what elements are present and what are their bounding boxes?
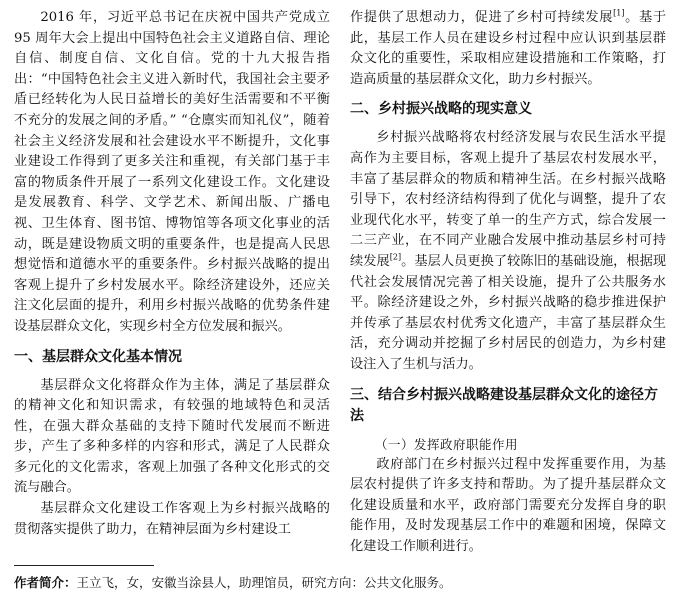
subsection-1-heading: （一）发挥政府职能作用 (375, 436, 519, 452)
citation-1: [1] (613, 8, 625, 18)
continuation-text: 作提供了思想动力，促进了乡村可持续发展 (350, 10, 614, 25)
footnote-text: 王立飞，女，安徽当涂县人，助理馆员，研究方向：公共文化服务。 (76, 575, 452, 590)
section-1-paragraph-2: 基层群众文化建设工作客观上为乡村振兴战略的贯彻落实提供了助力，在精神层面为乡村建设工 (14, 501, 330, 537)
section-2-heading: 二、乡村振兴战略的现实意义 (350, 101, 532, 118)
author-footnote (14, 574, 674, 592)
continuation-text-after: 。基于此，基层工作人员在建设乡村过程中应认识到基层群众文化的重要性，采取相应建设措施和工作策略，打造高质量的基层群众文化，助力乡村振兴。 (350, 10, 667, 87)
continuation-paragraph (350, 8, 666, 90)
section-2-paragraph-1 (350, 128, 666, 375)
subsection-1-paragraph: 政府部门在乡村振兴过程中发挥重要作用，为基层农村提供了许多支持和帮助。为了提升基层群众文化建设质量和水平，政府部门需要充分发挥自身的职能作用，及时发现基层工作中的难题和困境，保障文化建设工作顺利进行。 (350, 456, 666, 554)
footnote-rule (14, 565, 154, 566)
left-column (14, 8, 330, 540)
footnote-label: 作者简介： (14, 575, 77, 590)
section-3-heading: 三、结合乡村振兴战略建设基层群众文化的途径方法 (350, 386, 658, 424)
section-2-text: 乡村振兴战略将农村经济发展与农民生活水平提高作为主要目标，客观上提升了基层农村发展水平，丰富了基层群众的物质和精神生活。在乡村振兴战略引导下，农村经济结构得到了优化与调整，提升了农业现代化水平，转变了单一的生产方式，综合发展一二三产业，在不同产业融合发展中推动基层乡村可持续发展 (350, 130, 666, 269)
section-1-paragraph-1: 基层群众文化将群众作为主体，满足了基层群众的精神文化和知识需求，有较强的地域特色和灵活性，在强大群众基础的支持下随时代发展而不断进步，产生了多种多样的内容和形式，满足了人民群众多元化的文化需求，客观上加强了各种文化形式的交流与融合。 (14, 377, 330, 496)
right-column (350, 8, 666, 557)
intro-paragraph: 2016 年，习近平总书记在庆祝中国共产党成立 95 周年大会上提出中国特色社会主义道路自信、理论自信、制度自信、文化自信。党的十九大报告指出：“中国特色社会主义进入新时代，我国社会主要矛盾已经转化为人民日益增长的美好生活需要和不平衡不充分的发展之间的矛盾。” “仓廪实而知礼仪”，随着社会主义经济发展和社会建设水平不断提升，文化事业建设工作得到了更多关注和重视，有关部门基于丰富的物质条件开展了一系列文化建设工作。文化建设是发展教育、科学、文学艺术、新闻出版、广播电视、卫生体育、图书馆、博物馆等各项文化事业的活动，既是建设物质文明的重要条件，也是提高人民思想觉悟和道德水平的重要条件。乡村振兴战略的提出客观上提升了乡村发展水平。除经济建设外，还应关注文化层面的提升，利用乡村振兴战略的优势条件建设基层群众文化，实现乡村全方位发展和振兴。 (14, 10, 330, 334)
section-2-text-after: 。基层人员更换了较陈旧的基础设施，根据现代社会发展情况完善了相关设施，提升了公共服务水平。除经济建设之外，乡村振兴战略的稳步推进保护并传承了基层农村优秀文化遗产，丰富了基层群众生活，充分调动并挖掘了乡村居民的创造力，为乡村建设注入了生机与活力。 (350, 253, 667, 372)
citation-2: [2] (389, 252, 402, 262)
section-1-heading: 一、基层群众文化基本情况 (14, 348, 182, 365)
